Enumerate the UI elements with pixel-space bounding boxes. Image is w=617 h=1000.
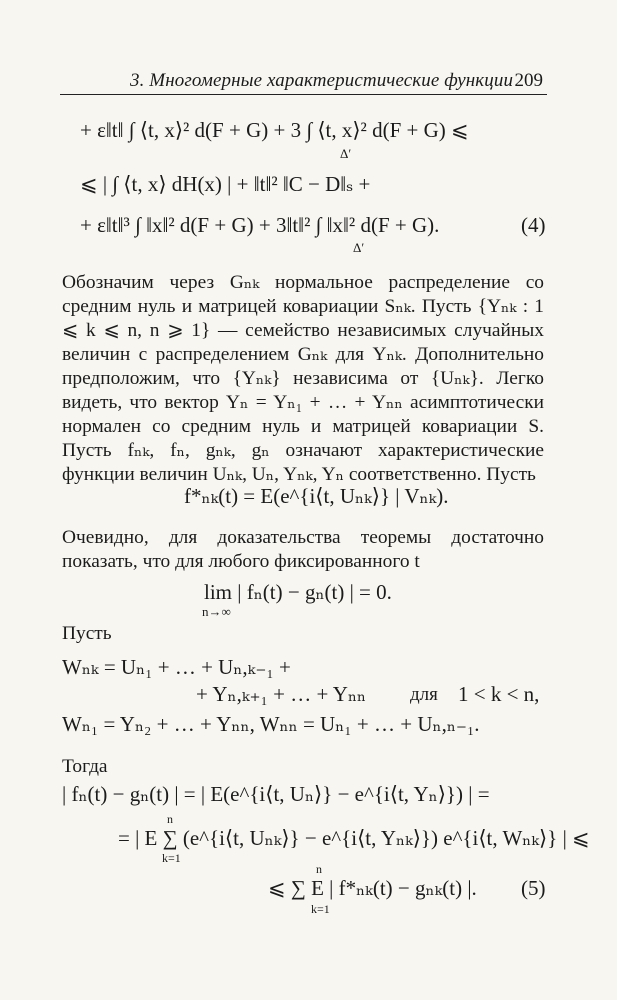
equation-5-line-3: ⩽ ∑ E | f*ₙₖ(t) − gₙₖ(t) |. [268,876,477,900]
equation-5-line-3-sum-bottom: k=1 [311,902,330,916]
equation-4-line-3: + ε‖t‖³ ∫ ‖x‖² d(F + G) + 3‖t‖² ∫ ‖x‖² d(F + G). [80,213,440,237]
paragraph-definitions: Обозначим через Gₙₖ нормальное распределение со средним нуль и матрицей ковариации Sₙₖ. Пусть {Yₙₖ : 1 ⩽ k ⩽ n, n ⩾ 1} — семейство независимых случайных величин с распределением Gₙₖ для Yₙₖ. Дополнительно предположим, что {Yₙₖ} независима от {Uₙₖ}. Легко видеть, что вектор Yₙ = Yₙ₁ + … + Yₙₙ асимптотически нормален со средним нуль и матрицей ковариации S. Пусть fₙₖ, fₙ, gₙₖ, gₙ означают характеристические функции величин Uₙₖ, Uₙ, Yₙₖ, Yₙ соответственно. Пусть [62,272,544,485]
equation-W-line-1: Wₙₖ = Uₙ₁ + … + Uₙ,ₖ₋₁ + [62,655,291,679]
equation-4-line-2: ⩽ | ∫ ⟨t, x⟩ dH(x) | + ‖t‖² ‖C − D‖ₛ + [80,172,371,196]
equation-5-line-2-sum-bottom: k=1 [162,851,181,865]
equation-4-line-1: + ε‖t‖ ∫ ⟨t, x⟩² d(F + G) + 3 ∫ ⟨t, x⟩² d(F + G) ⩽ [80,118,469,142]
equation-fstar: f*ₙₖ(t) = E(e^{i⟨t, Uₙₖ⟩} | Vₙₖ). [184,484,449,508]
equation-W-line-3: Wₙ₁ = Yₙ₂ + … + Yₙₙ, Wₙₙ = Uₙ₁ + … + Uₙ,ₙ₋₁. [62,712,480,736]
equation-5-line-2-sum-top: n [167,812,173,826]
equation-5-number: (5) [521,876,546,900]
equation-5-line-3-sum-top: n [316,862,322,876]
equation-4-line-1-subscript: Δ′ [340,146,352,161]
equation-W-condition-word: для [410,684,438,705]
running-header [60,64,547,95]
section-title: 3. Многомерные характеристические функции [130,70,514,91]
equation-limit-subscript: n→∞ [202,604,231,619]
equation-W-line-2: + Yₙ,ₖ₊₁ + … + Yₙₙ [196,682,367,706]
equation-5-line-2: = | E ∑ (e^{i⟨t, Uₙₖ⟩} − e^{i⟨t, Yₙₖ⟩}) e^{i⟨t, Wₙₖ⟩} | ⩽ [118,826,590,850]
paragraph-theorem-goal: Очевидно, для доказательства теоремы достаточно показать, что для любого фиксированного t [62,527,544,572]
label-let: Пусть [62,623,112,644]
equation-W-condition: 1 < k < n, [458,682,540,706]
equation-5-line-1: | fₙ(t) − gₙ(t) | = | E(e^{i⟨t, Uₙ⟩} − e^{i⟨t, Yₙ⟩}) | = [62,782,490,806]
page-number: 209 [514,70,543,91]
equation-4-line-3-subscript: Δ′ [353,240,365,255]
label-then: Тогда [62,756,108,777]
equation-limit: lim | fₙ(t) − gₙ(t) | = 0. [204,580,392,604]
equation-4-number: (4) [521,213,546,237]
